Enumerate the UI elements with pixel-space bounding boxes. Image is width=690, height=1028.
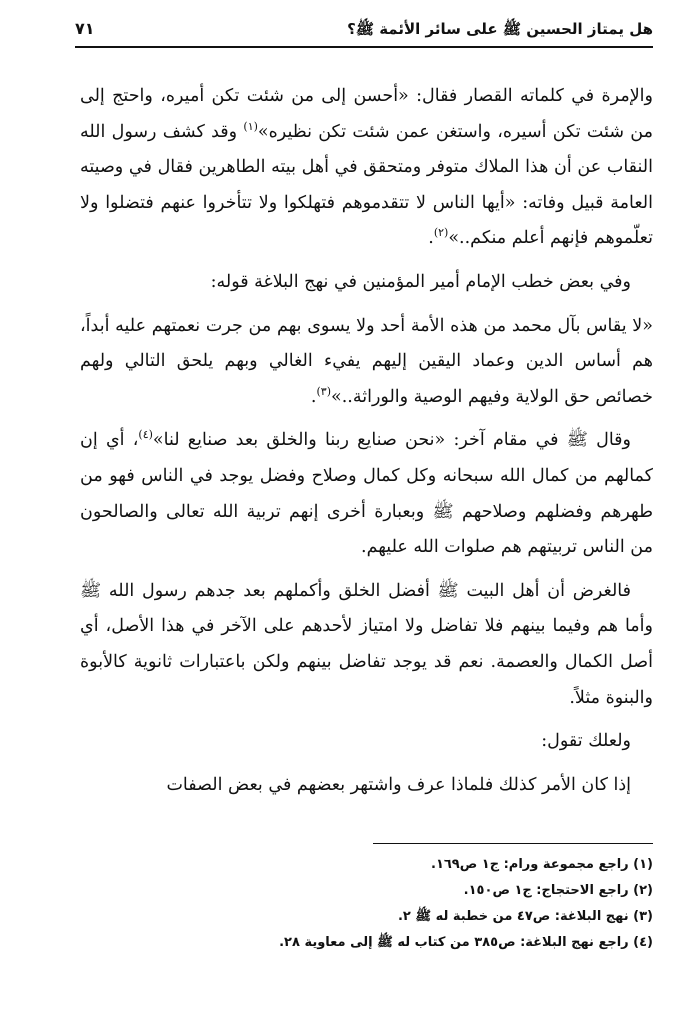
paragraph-2: وفي بعض خطب الإمام أمير المؤمنين في نهج البلاغة قوله: (210, 271, 631, 292)
main-text (80, 79, 653, 811)
footnote-ref-1: (١) (243, 119, 258, 133)
footnote-4: (٤) راجع نهج البلاغة: ص٣٨٥ من كتاب له ﷺ إلى معاوية ٢٨. (279, 935, 653, 950)
footnote-ref-4: (٤) (138, 428, 153, 442)
paragraph-4-text: وقال ﷺ في مقام آخر: «نحن صنايع ربنا والخلق بعد صنايع لنا» (152, 430, 631, 451)
footnote-3: (٣) نهج البلاغة: ص٤٧ من خطبة له ﷺ ٢. (397, 909, 653, 924)
footnotes (200, 852, 653, 956)
footnote-1: (١) راجع مجموعة ورام: ج١ ص١٦٩. (430, 857, 653, 872)
paragraph-1 (80, 79, 653, 257)
paragraph-3-end: . (310, 386, 317, 407)
page-number: ٧١ (75, 19, 95, 38)
paragraph-4-continuation: ، أي إن كمالهم من كمال الله سبحانه وكل كمال وصلاح وفضل يوجد في الناس فهو من طهرهم وفضلهم وصلاحهم ﷺ وبعبارة أخرى إنهم تربية الله تعالى والصالحون من الناس تربيتهم هم صلوات الله عليهم. (80, 430, 653, 558)
paragraph-7: إذا كان الأمر كذلك فلماذا عرف واشتهر بعضهم في بعض الصفات (166, 774, 631, 795)
paragraph-1-text: والإمرة في كلماته القصار فقال: «أحسن إلى من شئت تكن أميره، واحتج إلى من شئت تكن أسيره، واستغن عمن شئت تكن نظيره» (80, 86, 653, 142)
page-header (75, 16, 653, 48)
footnote-ref-2: (٢) (433, 226, 449, 240)
paragraph-6: ولعلك تقول: (541, 731, 631, 752)
footnote-divider (373, 843, 653, 844)
paragraph-3 (80, 309, 653, 416)
footnote-2: (٢) راجع الاحتجاج: ج١ ص١٥٠. (463, 883, 653, 898)
running-title: هل يمتاز الحسين ﷺ على سائر الأئمة ﷺ؟ (347, 20, 653, 38)
paragraph-1-continuation: وقد كشف رسول الله النقاب عن أن هذا الملاك متوفر ومتحقق في أهل بيته الطاهرين فقال في وصيته العامة قبيل وفاته: «أيها الناس لا تتقدموهم فتهلكوا ولا تتأخروا عنهم فتضلوا ولا تعلّموهم فإنهم أعلم منكم..» (80, 121, 653, 249)
footnote-ref-3: (٣) (316, 384, 332, 398)
paragraph-3-text: «لا يقاس بآل محمد من هذه الأمة أحد ولا يسوى بهم من جرت نعمتهم عليه أبداً، هم أساس الدين وعماد اليقين إليهم يفيء الغالي وبهم يلحق التالي ولهم خصائص حق الولاية وفيهم الوصية والوراثة..» (80, 315, 653, 407)
paragraph-5: فالغرض أن أهل البيت ﷺ أفضل الخلق وأكملهم بعد جدهم رسول الله ﷺ وأما هم وفيما بينهم فلا تفاضل ولا امتياز لأحدهم على الآخر في هذا الأصل، أي أصل الكمال والعصمة. نعم قد يوجد تفاضل بينهم ولكن باعتبارات ثانوية كالأبوة والبنوة مثلاً. (80, 580, 653, 708)
paragraph-4 (80, 423, 653, 565)
paragraph-1-end: . (428, 228, 434, 249)
